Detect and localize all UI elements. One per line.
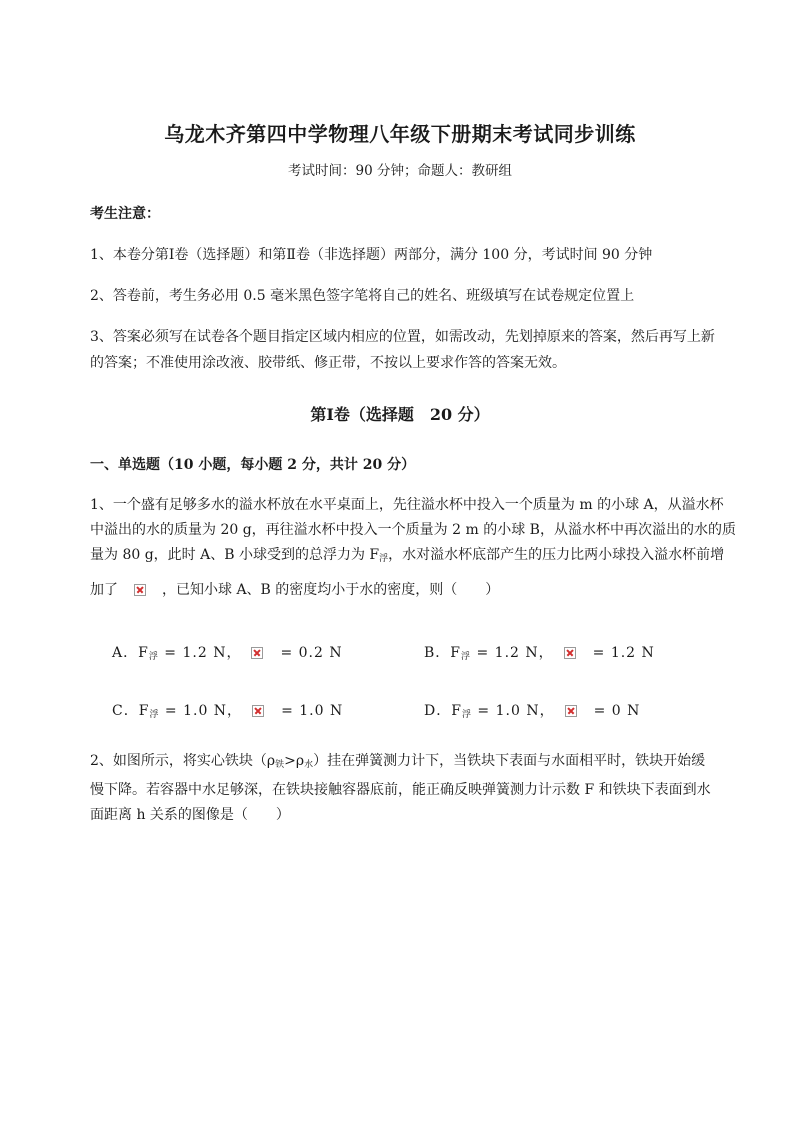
- exam-info: 考试时间：90 分钟；命题人：教研组: [288, 163, 512, 179]
- q2-line-2: 慢下降。若容器中水足够深，在铁块接触容器底前，能正确反映弹簧测力计示数 F 和铁块下表面到水: [90, 782, 711, 798]
- q1-line-2: 中溢出的水的质量为 20 g，再往溢水杯中投入一个质量为 2 m 的小球 B，从溢水杯中再次溢出的水的质: [90, 522, 736, 538]
- section-title: 第Ⅰ卷（选择题 20 分）: [310, 405, 490, 424]
- page-title: 乌龙木齐第四中学物理八年级下册期末考试同步训练: [164, 122, 636, 146]
- broken-image-icon: [565, 705, 577, 717]
- note-item-3: 3、答案必须写在试卷各个题目指定区域内相应的位置，如需改动，先划掉原来的答案，然后再写上新: [90, 329, 715, 345]
- question-1: [90, 493, 736, 603]
- note-item-2: 2、答卷前，考生务必用 0.5 毫米黑色签字笔将自己的姓名、班级填写在试卷规定位置上: [90, 288, 635, 304]
- q1-line-4: 加了 ，已知小球 A、B 的密度均小于水的密度，则（ ）: [90, 582, 500, 598]
- notes-heading: 考生注意：: [90, 206, 160, 222]
- note-item-3-cont: 的答案；不准使用涂改液、胶带纸、修正带，不按以上要求作答的答案无效。: [90, 355, 566, 371]
- q1-line-1: 1、一个盛有足够多水的溢水杯放在水平桌面上，先往溢水杯中投入一个质量为 m 的小球 A，从溢水杯: [90, 497, 724, 513]
- option-c[interactable]: C．$F_浮 = 1.0$ N， = 1.0 N: [112, 703, 344, 720]
- note-item-1: 1、本卷分第Ⅰ卷（选择题）和第Ⅱ卷（非选择题）两部分，满分 100 分，考试时间 90 分钟: [90, 247, 653, 263]
- option-b[interactable]: B．$F_浮 = 1.2$ N， = 1.2 N: [424, 645, 655, 662]
- question-2: [90, 749, 715, 828]
- option-a[interactable]: A．$F_浮 = 1.2$ N， = 0.2 N: [112, 645, 343, 662]
- q2-line-3: 面距离 h 关系的图像是（ ）: [90, 807, 290, 823]
- part-heading: 一、单选题（10 小题，每小题 2 分，共计 20 分）: [90, 457, 416, 473]
- broken-image-icon: [134, 584, 146, 596]
- broken-image-icon: [564, 647, 576, 659]
- q1-line-3: 量为 80 g，此时 A、B 小球受到的总浮力为 $F_浮$，水对溢水杯底部产生的压力比两小球投入溢水杯前增: [90, 547, 725, 564]
- broken-image-icon: [251, 647, 263, 659]
- broken-image-icon: [252, 705, 264, 717]
- q2-line-1: 2、如图所示，将实心铁块$(\rho_铁>\rho_水)$挂在弹簧测力计下，当铁块下表面与水面相平时，铁块开始缓: [90, 753, 706, 770]
- option-d[interactable]: D．$F_浮 = 1.0$ N， = 0 N: [424, 703, 641, 720]
